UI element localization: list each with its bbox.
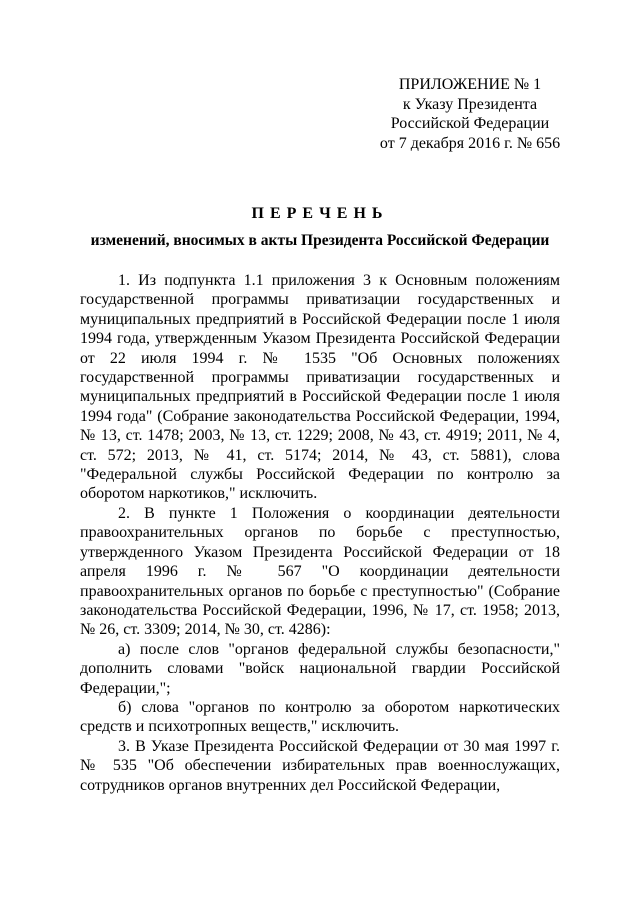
appendix-line-1: ПРИЛОЖЕНИЕ № 1 xyxy=(398,76,542,93)
document-title: ПЕРЕЧЕНЬ xyxy=(251,205,389,222)
document-body xyxy=(80,271,560,795)
paragraph-3: 3. В Указе Президента Российской Федерации от 30 мая 1997 г. № 535 "Об обеспечении избирательных прав военнослужащих, сотрудников органов внутренних дел Российской Федерации, xyxy=(80,737,560,794)
appendix-line-2: к Указу Президента xyxy=(402,95,538,113)
paragraph-2-item-b: б) слова "органов по контролю за оборотом наркотических средств и психотропных веществ," исключить. xyxy=(80,698,560,736)
appendix-header xyxy=(360,75,580,153)
document-subtitle: изменений, вносимых в акты Президента Российской Федерации xyxy=(90,232,550,249)
paragraph-1: 1. Из подпункта 1.1 приложения 3 к Основным положениям государственной программы приватизации государственных и муниципальных предприятий в Российской Федерации после 1 июля 1994 года, утвержденным Указом Президента Российской Федерации от 22 июля 1994 г. № 1535 "Об Основных положениях государственной программы приватизации государственных и муниципальных предприятий в Российской Федерации после 1 июля 1994 года" (Собрание законодательства Российской Федерации, 1994, № 13, ст. 1478; 2003, № 13, ст. 1229; 2008, № 43, ст. 4919; 2011, № 4, ст. 572; 2013, № 41, ст. 5174; 2014, № 43, ст. 5881), слова "Федеральной службы Российской Федерации по контролю за оборотом наркотиков," исключить. xyxy=(80,272,560,503)
paragraph-2: 2. В пункте 1 Положения о координации деятельности правоохранительных органов по борьбе с преступностью, утвержденного Указом Президента Российской Федерации от 18 апреля 1996 г. № 567 "О координации деятельности правоохранительных органов по борьбе с преступностью" (Собрание законодательства Российской Федерации, 1996, № 17, ст. 1958; 2013, № 26, ст. 3309; 2014, № 30, ст. 4286): xyxy=(80,504,560,639)
appendix-line-4: от 7 декабря 2016 г. № 656 xyxy=(379,134,561,152)
paragraph-2-item-a: а) после слов "органов федеральной службы безопасности," дополнить словами "войск национальной гвардии Российской Федерации,"; xyxy=(80,640,560,697)
appendix-line-3: Российской Федерации xyxy=(390,115,550,132)
